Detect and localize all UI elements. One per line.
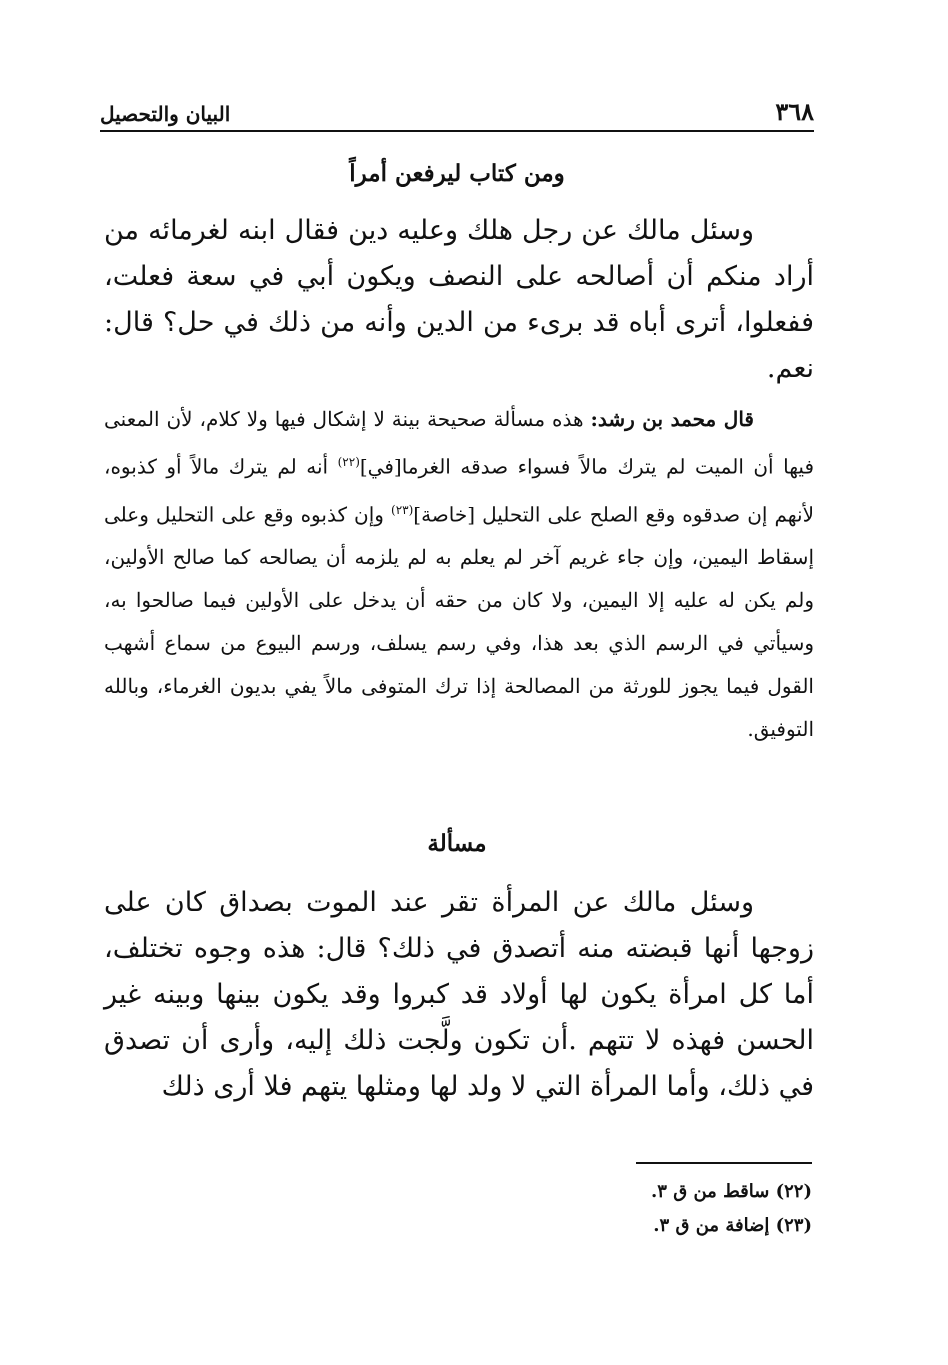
question-paragraph-2: وسئل مالك عن المرأة تقر عند الموت بصداق كان على زوجها أنها قبضته منه أتصدق في ذلك؟ قال: هذه وجوه تختلف، أما كل امرأة يكون لها أولاد قد كبروا وقد يكون بينها وبينه غير الحسن فهذه لا تتهم .أن تكون ولَّجت ذلك إليه، وأرى أن تصدق في ذلك، وأما المرأة التي لا ولد لها ومثلها يتهم فلا أرى ذلك (104, 887, 814, 1102)
commentary-text-3: وإن كذبوه وقع على التحليل وعلى إسقاط اليمين، وإن جاء غريم آخر لم يعلم به لم يلزمه أن يصالحه كما صالح الأولين، ولم يكن له عليه إلا اليمين، ولا كان من حقه أن يدخل على الأولين فيما صالحوا به، وسيأتي في الرسم الذي بعد هذا، وفي رسم يسلف، ورسم البيوع من سماع أشهب القول فيما يجوز للورثة من المصالحة إذا ترك المتوفى مالاً يفي بديون الغرماء، وبالله التوفيق. (104, 502, 814, 742)
section-title: ومن كتاب ليرفعن أمراً (349, 160, 565, 187)
question-paragraph: وسئل مالك عن رجل هلك وعليه دين فقال ابنه لغرمائه من أراد منكم أن أصالحه على النصف ويكون أبي في سعة فعلت، ففعلوا، أترى أباه قد برىء من الدين وأنه من ذلك في حل؟ قال: نعم. (104, 215, 814, 384)
commentary-label: قال محمد بن رشد: (590, 407, 754, 431)
commentary-paragraph (104, 398, 814, 751)
page-header (100, 92, 814, 132)
footnote-23: (٢٣) إضافة من ق ٣. (653, 1215, 812, 1236)
page-number: ٣٦٨ (775, 97, 814, 126)
footnote-ref-23: (٢٣) (391, 502, 414, 517)
footnote-22: (٢٢) ساقط من ق ٣. (651, 1181, 812, 1202)
footnote-separator (636, 1162, 812, 1164)
running-title: البيان والتحصيل (100, 102, 231, 126)
commentary-text-1: هذه مسألة صحيحة بينة لا إشكال فيها ولا كلام، لأن المعنى فيها أن الميت لم يترك مالاً فسواء صدقه الغرما[في] (104, 407, 815, 479)
commentary-text-2: أنه لم يترك مالاً أو كذبوه، لأنهم إن صدقوه وقع الصلح على التحليل [خاصة] (104, 454, 814, 527)
section-title-masala: مسألة (427, 830, 487, 857)
footnote-ref-22: (٢٢) (337, 455, 360, 469)
footnotes (300, 1175, 812, 1243)
